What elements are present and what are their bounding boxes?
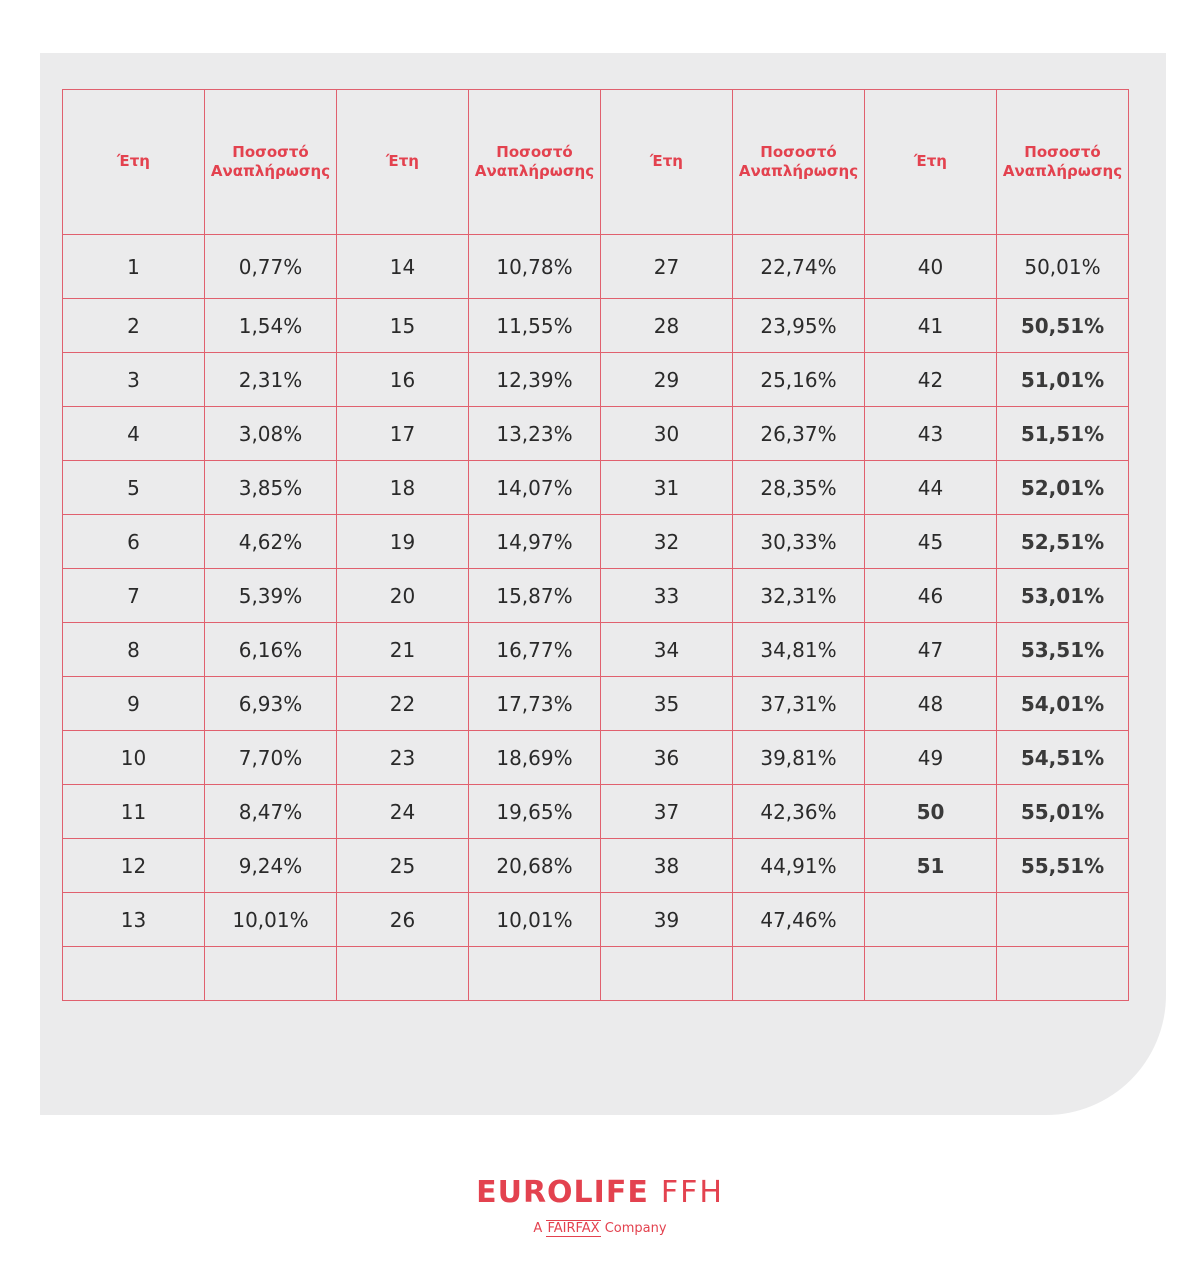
rate-cell: 14,97% bbox=[469, 515, 601, 569]
brand-tagline bbox=[0, 1221, 1200, 1236]
rate-cell: 50,51% bbox=[997, 299, 1129, 353]
rate-cell bbox=[205, 947, 337, 1001]
tagline-prefix: A bbox=[533, 1221, 543, 1236]
years-cell: 23 bbox=[337, 731, 469, 785]
rate-cell: 5,39% bbox=[205, 569, 337, 623]
header-rate: Ποσοστό Αναπλήρωσης bbox=[997, 90, 1129, 235]
years-cell: 20 bbox=[337, 569, 469, 623]
years-cell bbox=[337, 947, 469, 1001]
table-row bbox=[63, 299, 1129, 353]
years-cell: 1 bbox=[63, 235, 205, 299]
years-cell bbox=[865, 947, 997, 1001]
years-cell: 25 bbox=[337, 839, 469, 893]
years-cell: 19 bbox=[337, 515, 469, 569]
rate-cell bbox=[469, 947, 601, 1001]
years-cell: 38 bbox=[601, 839, 733, 893]
years-cell: 47 bbox=[865, 623, 997, 677]
rate-cell: 10,78% bbox=[469, 235, 601, 299]
years-cell: 37 bbox=[601, 785, 733, 839]
table-row bbox=[63, 353, 1129, 407]
rate-cell: 50,01% bbox=[997, 235, 1129, 299]
years-cell: 42 bbox=[865, 353, 997, 407]
years-cell: 33 bbox=[601, 569, 733, 623]
rate-cell: 52,51% bbox=[997, 515, 1129, 569]
rate-cell: 53,01% bbox=[997, 569, 1129, 623]
rate-cell: 52,01% bbox=[997, 461, 1129, 515]
table-row bbox=[63, 839, 1129, 893]
years-cell: 49 bbox=[865, 731, 997, 785]
rate-cell: 3,08% bbox=[205, 407, 337, 461]
years-cell: 24 bbox=[337, 785, 469, 839]
rate-cell: 26,37% bbox=[733, 407, 865, 461]
table-row bbox=[63, 235, 1129, 299]
table-row bbox=[63, 785, 1129, 839]
years-cell: 5 bbox=[63, 461, 205, 515]
rate-cell: 53,51% bbox=[997, 623, 1129, 677]
rate-cell: 39,81% bbox=[733, 731, 865, 785]
rate-cell: 7,70% bbox=[205, 731, 337, 785]
years-cell: 51 bbox=[865, 839, 997, 893]
rate-cell: 13,23% bbox=[469, 407, 601, 461]
footer-logo bbox=[0, 1175, 1200, 1236]
years-cell: 14 bbox=[337, 235, 469, 299]
years-cell bbox=[63, 947, 205, 1001]
rate-cell: 9,24% bbox=[205, 839, 337, 893]
header-years: Έτη bbox=[601, 90, 733, 235]
rate-cell: 55,51% bbox=[997, 839, 1129, 893]
table-row bbox=[63, 947, 1129, 1001]
header-years: Έτη bbox=[865, 90, 997, 235]
rate-cell: 51,51% bbox=[997, 407, 1129, 461]
table-row bbox=[63, 731, 1129, 785]
table-header-row bbox=[63, 90, 1129, 235]
header-rate: Ποσοστό Αναπλήρωσης bbox=[205, 90, 337, 235]
brand-name: EUROLIFE bbox=[476, 1175, 649, 1210]
rate-cell: 18,69% bbox=[469, 731, 601, 785]
years-cell: 30 bbox=[601, 407, 733, 461]
years-cell: 46 bbox=[865, 569, 997, 623]
rate-cell: 55,01% bbox=[997, 785, 1129, 839]
years-cell: 17 bbox=[337, 407, 469, 461]
rate-cell bbox=[997, 893, 1129, 947]
rate-cell: 2,31% bbox=[205, 353, 337, 407]
rate-cell bbox=[997, 947, 1129, 1001]
years-cell: 40 bbox=[865, 235, 997, 299]
years-cell: 32 bbox=[601, 515, 733, 569]
years-cell: 29 bbox=[601, 353, 733, 407]
years-cell: 11 bbox=[63, 785, 205, 839]
years-cell: 48 bbox=[865, 677, 997, 731]
years-cell: 8 bbox=[63, 623, 205, 677]
years-cell: 2 bbox=[63, 299, 205, 353]
rate-cell: 15,87% bbox=[469, 569, 601, 623]
rate-cell: 54,01% bbox=[997, 677, 1129, 731]
rate-cell: 12,39% bbox=[469, 353, 601, 407]
rate-cell: 37,31% bbox=[733, 677, 865, 731]
header-years: Έτη bbox=[63, 90, 205, 235]
rate-cell: 6,16% bbox=[205, 623, 337, 677]
rate-cell: 4,62% bbox=[205, 515, 337, 569]
years-cell: 41 bbox=[865, 299, 997, 353]
tagline-company: FAIRFAX bbox=[547, 1221, 600, 1236]
years-cell: 36 bbox=[601, 731, 733, 785]
years-cell: 31 bbox=[601, 461, 733, 515]
replacement-rate-table bbox=[62, 89, 1129, 1001]
years-cell: 43 bbox=[865, 407, 997, 461]
rate-cell: 32,31% bbox=[733, 569, 865, 623]
table-row bbox=[63, 677, 1129, 731]
brand-suffix: FFH bbox=[660, 1175, 724, 1210]
rate-cell: 22,74% bbox=[733, 235, 865, 299]
rate-cell: 17,73% bbox=[469, 677, 601, 731]
rate-cell: 20,68% bbox=[469, 839, 601, 893]
years-cell: 26 bbox=[337, 893, 469, 947]
years-cell: 16 bbox=[337, 353, 469, 407]
rate-cell: 25,16% bbox=[733, 353, 865, 407]
years-cell: 44 bbox=[865, 461, 997, 515]
years-cell: 3 bbox=[63, 353, 205, 407]
years-cell: 39 bbox=[601, 893, 733, 947]
rate-cell: 23,95% bbox=[733, 299, 865, 353]
years-cell: 18 bbox=[337, 461, 469, 515]
rate-cell: 54,51% bbox=[997, 731, 1129, 785]
years-cell: 45 bbox=[865, 515, 997, 569]
rate-cell: 51,01% bbox=[997, 353, 1129, 407]
brand-logo bbox=[476, 1175, 724, 1211]
rate-cell: 1,54% bbox=[205, 299, 337, 353]
years-cell: 27 bbox=[601, 235, 733, 299]
rate-cell: 0,77% bbox=[205, 235, 337, 299]
table-row bbox=[63, 461, 1129, 515]
header-rate: Ποσοστό Αναπλήρωσης bbox=[733, 90, 865, 235]
table-row bbox=[63, 893, 1129, 947]
table-body bbox=[63, 235, 1129, 1001]
years-cell: 50 bbox=[865, 785, 997, 839]
years-cell: 21 bbox=[337, 623, 469, 677]
rate-cell: 28,35% bbox=[733, 461, 865, 515]
years-cell: 12 bbox=[63, 839, 205, 893]
years-cell: 7 bbox=[63, 569, 205, 623]
years-cell: 22 bbox=[337, 677, 469, 731]
years-cell: 34 bbox=[601, 623, 733, 677]
rate-cell: 47,46% bbox=[733, 893, 865, 947]
tagline-suffix: Company bbox=[604, 1221, 667, 1236]
rate-cell: 16,77% bbox=[469, 623, 601, 677]
table-row bbox=[63, 515, 1129, 569]
header-rate: Ποσοστό Αναπλήρωσης bbox=[469, 90, 601, 235]
years-cell: 28 bbox=[601, 299, 733, 353]
rate-cell: 30,33% bbox=[733, 515, 865, 569]
years-cell: 10 bbox=[63, 731, 205, 785]
table-row bbox=[63, 407, 1129, 461]
years-cell: 35 bbox=[601, 677, 733, 731]
table-row bbox=[63, 623, 1129, 677]
years-cell: 6 bbox=[63, 515, 205, 569]
rate-cell: 11,55% bbox=[469, 299, 601, 353]
rate-cell bbox=[733, 947, 865, 1001]
table-row bbox=[63, 569, 1129, 623]
years-cell bbox=[865, 893, 997, 947]
rate-cell: 10,01% bbox=[469, 893, 601, 947]
rate-cell: 42,36% bbox=[733, 785, 865, 839]
rate-cell: 44,91% bbox=[733, 839, 865, 893]
rate-cell: 6,93% bbox=[205, 677, 337, 731]
rate-cell: 34,81% bbox=[733, 623, 865, 677]
years-cell: 4 bbox=[63, 407, 205, 461]
rate-cell: 10,01% bbox=[205, 893, 337, 947]
years-cell: 13 bbox=[63, 893, 205, 947]
rate-cell: 8,47% bbox=[205, 785, 337, 839]
header-years: Έτη bbox=[337, 90, 469, 235]
years-cell: 15 bbox=[337, 299, 469, 353]
years-cell bbox=[601, 947, 733, 1001]
rate-cell: 19,65% bbox=[469, 785, 601, 839]
years-cell: 9 bbox=[63, 677, 205, 731]
rate-cell: 3,85% bbox=[205, 461, 337, 515]
rate-cell: 14,07% bbox=[469, 461, 601, 515]
